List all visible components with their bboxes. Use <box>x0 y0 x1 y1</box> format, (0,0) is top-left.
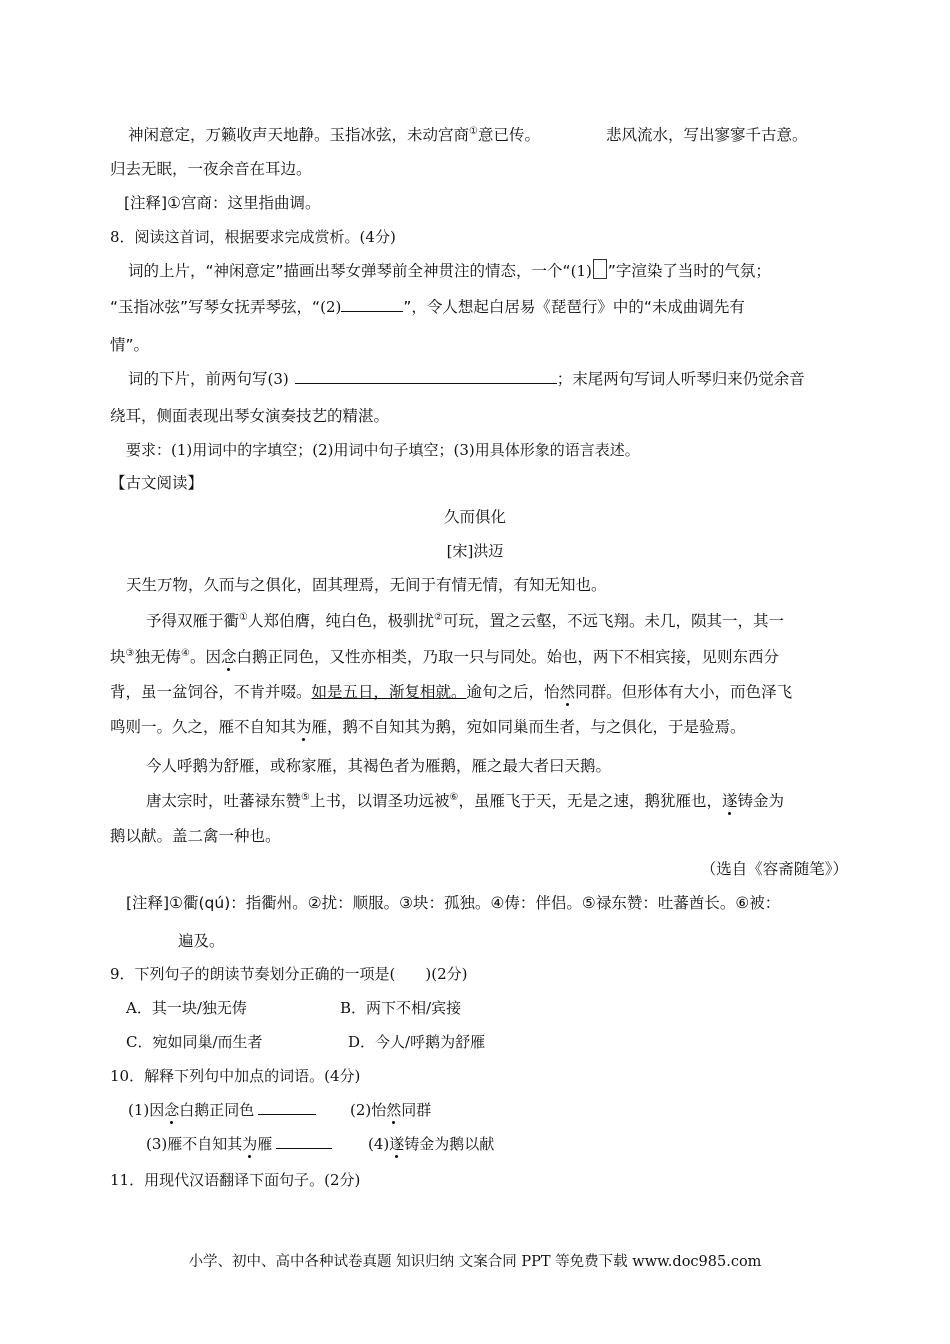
passage-notes-line-2: 遍及。 <box>178 932 225 950</box>
q10-blank-3[interactable] <box>276 1134 332 1149</box>
passage-line-4: 背，虽一盆饲谷，不肯并啜。如是五日，渐复相就。逾旬之后，怡然同群。但形体有大小，而色泽飞 <box>110 683 793 701</box>
passage-line-8: 鹅以献。盖二禽一种也。 <box>110 827 281 845</box>
q8-paragraph-line-5: 绕耳，侧面表现出琴女演奏技艺的精湛。 <box>110 407 390 425</box>
passage-line-2: 予得双雁于衢①人郑伯膺，纯白色，极驯扰②可玩，置之云壑，不远飞翔。未几，陨其一，其一 <box>146 612 784 631</box>
q10-item-4: (4)遂铸金为鹅以献 <box>368 1135 495 1153</box>
passage-title: 久而俱化 <box>443 508 506 526</box>
passage-line-5: 鸣则一。久之，雁不自知其为雁，鹅不自知其为鹅，宛如同巢而生者，与之俱化，于是验焉。 <box>110 718 746 736</box>
q9-option-b[interactable]: B．两下不相/宾接 <box>340 999 462 1017</box>
q10-blank-1[interactable] <box>258 1100 316 1115</box>
q8-paragraph-line-3: 情”。 <box>110 336 150 354</box>
page-footer: 小学、初中、高中各种试卷真题 知识归纳 文案合同 PPT 等免费下载 www.doc985.com <box>188 1254 762 1270</box>
passage-source: （选自《容斋随笔》） <box>700 860 848 878</box>
q8-requirement: 要求：(1)用词中的字填空；(2)用词中句子填空；(3)用具体形象的语言表述。 <box>126 441 640 459</box>
question-10-title: 10．解释下列句中加点的词语。(4分) <box>110 1067 361 1085</box>
underlined-sentence: 如是五日，渐复相就。 <box>311 683 467 701</box>
q8-paragraph-line-4: 词的下片，前两句写(3) ；末尾两句写词人听琴归来仍觉余音 <box>128 370 805 388</box>
q9-option-a[interactable]: A．其一块/独无俦 <box>126 999 247 1017</box>
passage-notes-line-1: [注释]①衢(qú)：指衢州。②扰：顺服。③块：孤独。④俦：伴侣。⑤禄东赞：吐蕃酋长。⑥被： <box>126 894 781 912</box>
question-8-title: 8．阅读这首词，根据要求完成赏析。(4分) <box>110 228 396 246</box>
q9-option-d[interactable]: D．今人/呼鹅为舒雁 <box>348 1033 486 1051</box>
poem-line-2: 归去无眠，一夜余音在耳边。 <box>110 160 312 178</box>
question-9-title: 9．下列句子的朗读节奏划分正确的一项是( )(2分) <box>110 965 468 983</box>
answer-blank-3[interactable] <box>295 369 557 384</box>
poem-line-1: 神闲意定，万籁收声天地静。玉指冰弦，未动宫商①意已传。 悲风流水，写出寥寥千古意。 <box>128 126 808 145</box>
q10-item-3: (3)雁不自知其为雁 <box>146 1133 332 1155</box>
answer-box-1[interactable] <box>593 259 607 279</box>
q8-paragraph-line-1: 词的上片，“神闲意定”描画出琴女弹琴前全神贯注的情态，一个“(1) ”字渲染了当时的气氛； <box>128 259 771 282</box>
passage-line-3: 块③独无俦④。因念白鹅正同色，又性亦相类，乃取一只与同处。始也，两下不相宾接，见则东西分 <box>110 648 780 667</box>
q10-item-2: (2)怡然同群 <box>350 1101 432 1119</box>
answer-blank-2[interactable] <box>341 297 403 312</box>
passage-author: [宋]洪迈 <box>446 542 504 560</box>
section-heading-classical: 【古文阅读】 <box>110 474 204 492</box>
passage-line-6: 今人呼鹅为舒雁，或称家雁，其褐色者为雁鹅，雁之最大者曰天鹅。 <box>146 757 612 775</box>
question-11-title: 11．用现代汉语翻译下面句子。(2分) <box>110 1171 361 1189</box>
q10-item-1: (1)因念白鹅正同色 <box>128 1099 316 1121</box>
q8-paragraph-line-2: “玉指冰弦”写琴女抚弄琴弦，“(2) ”，令人想起白居易《琵琶行》中的“未成曲调先有 <box>110 298 745 316</box>
passage-line-1: 天生万物，久而与之俱化，固其理焉，无间于有情无情，有知无知也。 <box>126 576 607 594</box>
poem-note: [注释]①宫商：这里指曲调。 <box>124 194 321 212</box>
passage-line-7: 唐太宗时，吐蕃禄东赞⑤上书，以谓圣功远被⑥，虽雁飞于天，无是之速，鹅犹雁也，遂铸金为 <box>146 792 785 811</box>
q9-option-c[interactable]: C．宛如同巢/而生者 <box>126 1033 263 1051</box>
